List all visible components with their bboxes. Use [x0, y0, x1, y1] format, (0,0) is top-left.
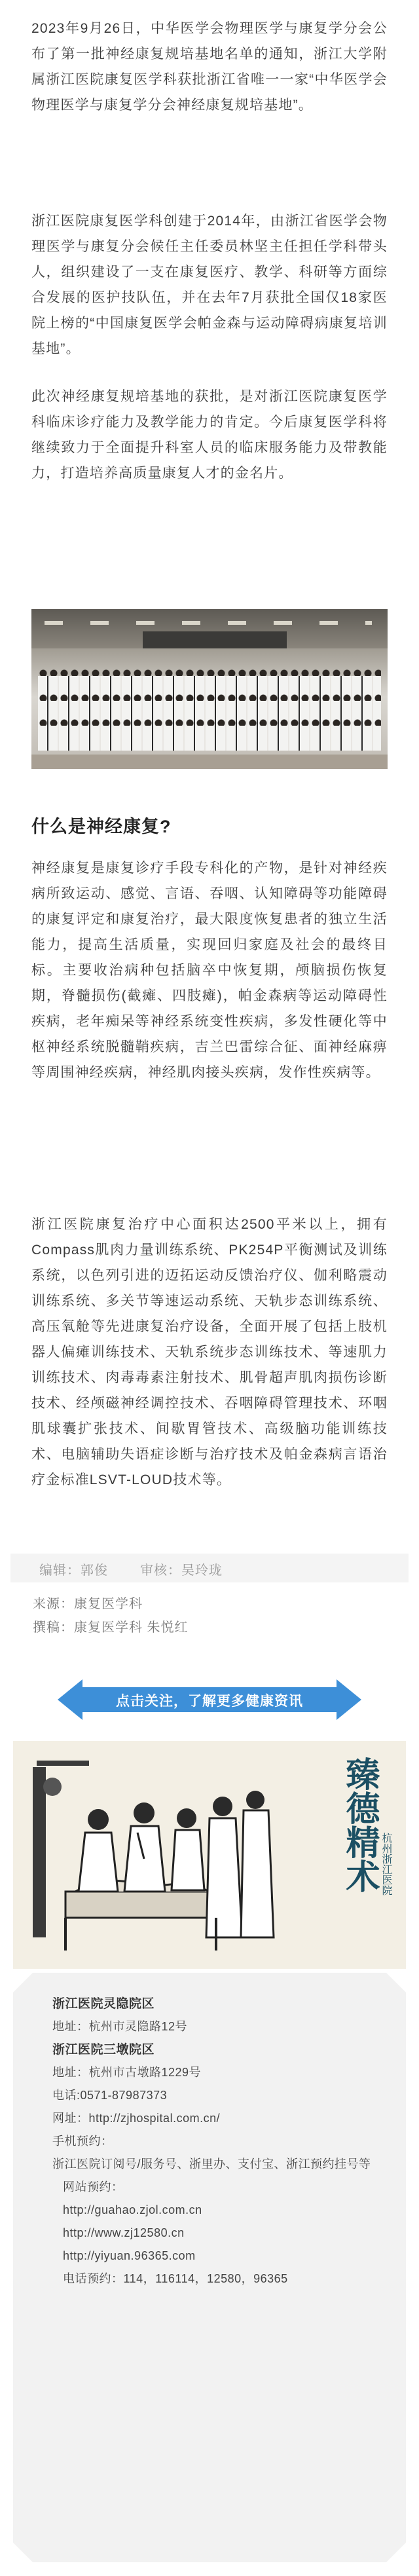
web-booking-link[interactable]: http://www.zj12580.cn	[63, 2226, 185, 2239]
article-paragraph-significance	[31, 384, 388, 486]
reviewer-credit: 审核：吴玲珑	[140, 1563, 223, 1578]
campus2-address: 地址：杭州市古墩路1229号	[52, 2066, 202, 2079]
article-paragraph-definition	[31, 855, 388, 1085]
phone-booking: 电话预约：114，116114，12580，96365	[63, 2272, 288, 2285]
follow-banner[interactable]	[58, 1677, 361, 1723]
hospital-info-card	[13, 1973, 406, 2562]
follow-banner-text: 点击关注，了解更多健康资讯	[116, 1694, 303, 1709]
hospital-illustration	[13, 1741, 406, 1969]
campus1-address: 地址：杭州市灵隐路12号	[52, 2020, 188, 2033]
article-paragraph-intro	[31, 16, 388, 118]
writer-credit: 撰稿：康复医学科 朱悦红	[33, 1620, 189, 1635]
web-booking-link[interactable]: http://yiyuan.96365.com	[63, 2249, 196, 2262]
website-link[interactable]: 网址：http://zjhospital.com.cn/	[52, 2112, 221, 2125]
paragraph-text: 2023年9月26日，中华医学会物理医学与康复学分会公布了第一批神经康复规培基地名单的通知，浙江大学附属浙江医院康复医学科获批浙江省唯一一家“中华医学会物理医学与康复学分会神经康复规培基地”。	[31, 21, 388, 113]
campus1-name: 浙江医院灵隐院区	[52, 1997, 155, 2011]
section-title: 什么是神经康复?	[31, 817, 172, 836]
paragraph-text: 此次神经康复规培基地的获批，是对浙江医院康复医学科临床诊疗能力及教学能力的肯定。今后康复医学科将继续致力于全面提升科室人员的临床服务能力及带教能力，打造培养高质量康复人才的金名片。	[31, 389, 388, 481]
mobile-booking-channels: 浙江医院订阅号/服务号、浙里办、支付宝、浙江预约挂号等	[52, 2157, 371, 2171]
web-booking-link[interactable]: http://guahao.zjol.com.cn	[63, 2203, 202, 2216]
group-photo	[31, 609, 388, 769]
source-credit: 来源：康复医学科	[33, 1597, 143, 1611]
article-paragraph-facilities	[31, 1212, 388, 1493]
calligraphy-sub: 杭州浙江医院	[380, 1833, 392, 1895]
editor-credit: 编辑：郭俊	[39, 1563, 108, 1578]
paragraph-text: 浙江医院康复医学科创建于2014年，由浙江省医学会物理医学与康复分会候任主任委员林坚主任担任学科带头人，组织建设了一支在康复医疗、教学、科研等方面综合发展的医护技队伍，并在去年7月获批全国仅18家医院上榜的“中国康复医学会帕金森与运动障碍病康复培训基地”。	[31, 214, 388, 356]
paragraph-text: 神经康复是康复诊疗手段专科化的产物，是针对神经疾病所致运动、感觉、言语、吞咽、认知障碍等功能障碍的康复评定和康复治疗，最大限度恢复患者的独立生活能力，提高生活质量，实现回归家庭及社会的最终目标。主要收治病种包括脑卒中恢复期，颅脑损伤恢复期，脊髓损伤(截瘫、四肢瘫)，帕金森病等运动障碍性疾病，老年痴呆等神经系统变性疾病，多发性硬化等中枢神经系统脱髓鞘疾病，吉兰巴雷综合征、面神经麻痹等周围神经疾病，神经肌肉接头疾病，发作性疾病等。	[31, 861, 388, 1080]
phone-number: 电话:0571-87987373	[52, 2089, 168, 2102]
web-booking-label: 网站预约：	[63, 2180, 124, 2193]
article-paragraph-department	[31, 208, 388, 362]
campus2-name: 浙江医院三墩院区	[52, 2043, 155, 2057]
paragraph-text: 浙江医院康复治疗中心面积达2500平米以上，拥有Compass肌肉力量训练系统、PK254P平衡测试及训练系统，以色列引进的迈拓运动反馈治疗仪、伽利略震动训练系统、多关节等速运动系统、天轨步态训练系统、高压氧舱等先进康复治疗设备，全面开展了包括上肢机器人偏瘫训练技术、天轨系统步态训练技术、等速肌力训练技术、肉毒毒素注射技术、肌骨超声肌肉损伤诊断技术、经颅磁神经调控技术、吞咽障碍管理技术、环咽肌球囊扩张技术、间歇胃管技术、高级脑功能训练技术、电脑辅助失语症诊断与治疗技术及帕金森病言语治疗金标准LSVT-LOUD技术等。	[31, 1217, 388, 1487]
editor-bar	[10, 1554, 409, 1582]
mobile-booking-label: 手机预约：	[52, 2135, 113, 2148]
calligraphy-main: 臻德精术	[340, 1757, 380, 1893]
hospital-info	[52, 1992, 373, 2290]
